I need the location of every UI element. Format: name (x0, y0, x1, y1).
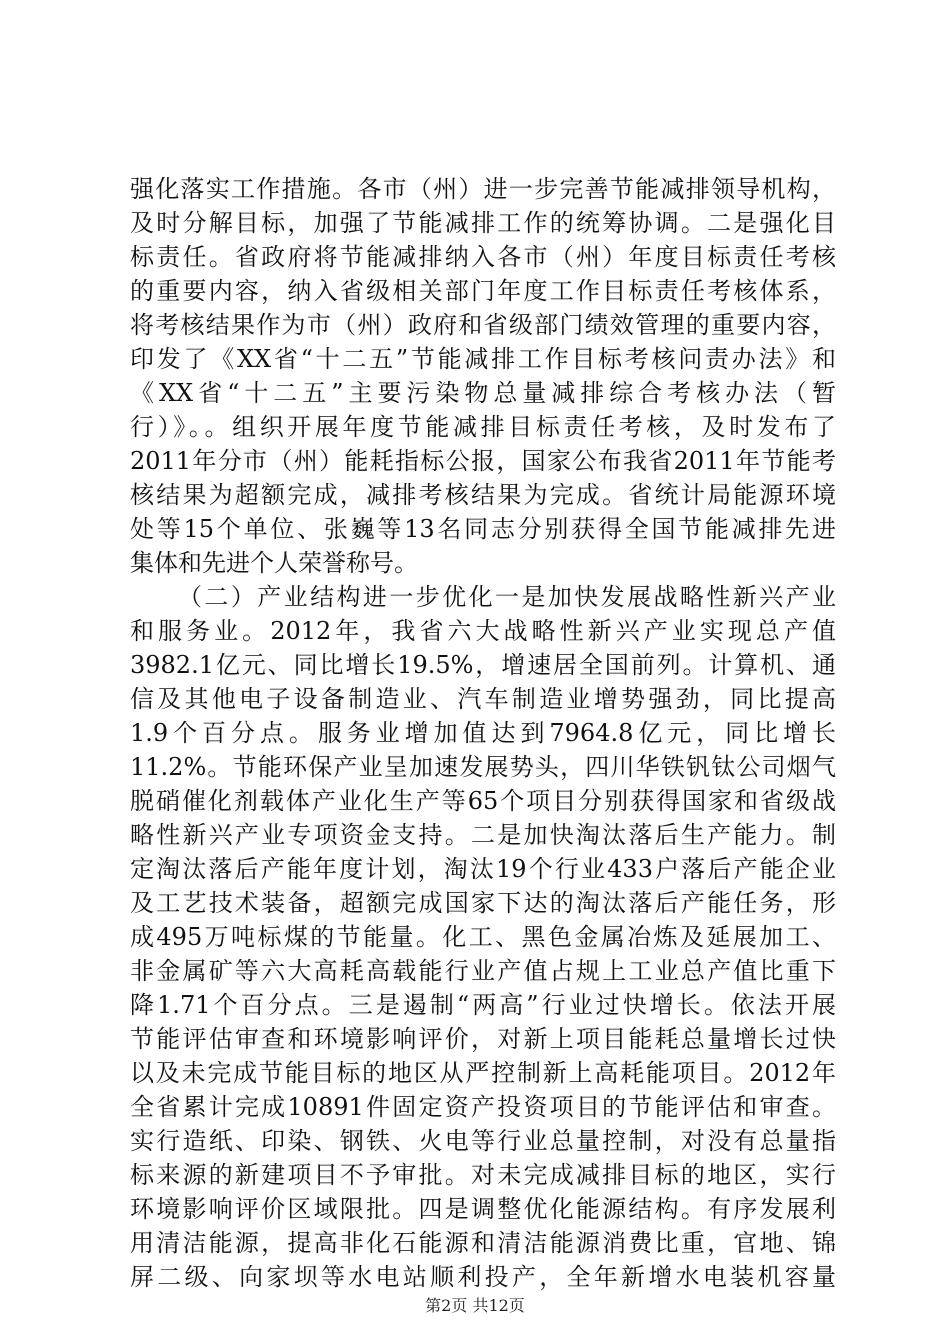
text-line: 定淘汰落后产能年度计划，淘汰19个行业433户落后产能企业 (130, 855, 836, 883)
text-line: 的重要内容，纳入省级相关部门年度工作目标责任考核体系， (130, 277, 836, 305)
text-line: 标来源的新建项目不予审批。对未完成减排目标的地区，实行 (130, 1161, 836, 1189)
page-number-footer: 第2页 共12页 (425, 1296, 525, 1315)
text-line: 11.2%。节能环保产业呈加速发展势头，四川华铁钒钛公司烟气 (130, 753, 836, 781)
text-line: 集体和先进个人荣誉称号。 (130, 549, 418, 577)
text-line: 强化落实工作措施。各市（州）进一步完善节能减排领导机构， (130, 175, 836, 203)
text-line: 用清洁能源，提高非化石能源和清洁能源消费比重，官地、锦 (130, 1229, 836, 1257)
text-line: 及时分解目标，加强了节能减排工作的统筹协调。二是强化目 (130, 209, 836, 237)
section-heading-line: （二）产业结构进一步优化一是加快发展战略性新兴产业 (178, 583, 836, 611)
text-line: 略性新兴产业专项资金支持。二是加快淘汰落后生产能力。制 (130, 821, 836, 849)
text-line: 核结果为超额完成，减排考核结果为完成。省统计局能源环境 (130, 481, 836, 509)
text-line: 行）》。。组织开展年度节能减排目标责任考核，及时发布了 (130, 413, 836, 441)
text-line: 《XX省“十二五”主要污染物总量减排综合考核办法（暂 (130, 379, 836, 407)
text-line: 和服务业。2012年，我省六大战略性新兴产业实现总产值 (130, 617, 836, 645)
text-line: 降1.71个百分点。三是遏制“两高”行业过快增长。依法开展 (130, 991, 836, 1019)
text-line: 实行造纸、印染、钢铁、火电等行业总量控制，对没有总量指 (130, 1127, 836, 1155)
text-line: 印发了《XX省“十二五”节能减排工作目标考核问责办法》和 (130, 345, 836, 373)
text-line: 环境影响评价区域限批。四是调整优化能源结构。有序发展利 (130, 1195, 836, 1223)
text-line: 3982.1亿元、同比增长19.5%，增速居全国前列。计算机、通 (130, 651, 836, 679)
text-line: 以及未完成节能目标的地区从严控制新上高耗能项目。2012年 (130, 1059, 836, 1087)
text-line: 脱硝催化剂载体产业化生产等65个项目分别获得国家和省级战 (130, 787, 836, 815)
text-line: 非金属矿等六大高耗高载能行业产值占规上工业总产值比重下 (130, 957, 836, 985)
text-line: 全省累计完成10891件固定资产投资项目的节能评估和审查。 (130, 1093, 836, 1121)
text-line: 及工艺技术装备，超额完成国家下达的淘汰落后产能任务，形 (130, 889, 836, 917)
text-line: 标责任。省政府将节能减排纳入各市（州）年度目标责任考核 (130, 243, 836, 271)
text-line: 屏二级、向家坝等水电站顺利投产，全年新增水电装机容量 (130, 1263, 836, 1291)
text-line: 处等15个单位、张巍等13名同志分别获得全国节能减排先进 (130, 515, 836, 543)
text-line: 1.9个百分点。服务业增加值达到7964.8亿元，同比增长 (130, 719, 836, 747)
text-line: 2011年分市（州）能耗指标公报，国家公布我省2011年节能考 (130, 447, 836, 475)
text-line: 成495万吨标煤的节能量。化工、黑色金属冶炼及延展加工、 (130, 923, 836, 951)
text-line: 将考核结果作为市（州）政府和省级部门绩效管理的重要内容， (130, 311, 836, 339)
text-line: 节能评估审查和环境影响评价，对新上项目能耗总量增长过快 (130, 1025, 836, 1053)
text-line: 信及其他电子设备制造业、汽车制造业增势强劲，同比提高 (130, 685, 836, 713)
